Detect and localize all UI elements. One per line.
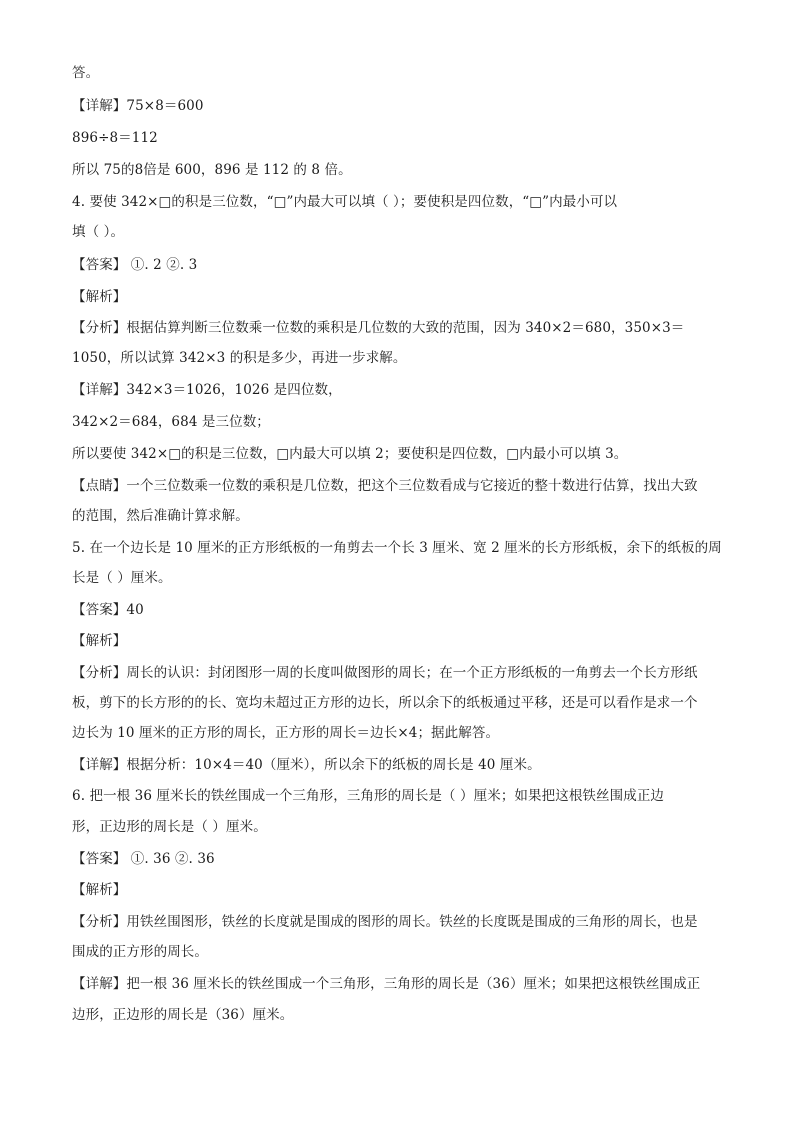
text-line: 所以 75的8倍是 600，896 是 112 的 8 倍。 — [72, 162, 352, 178]
analysis-heading: 【解析】 — [72, 882, 127, 898]
question-6-line-2: 形，正边形的周长是（ ）厘米。 — [72, 819, 267, 835]
text-line: 围成的正方形的周长。 — [72, 944, 208, 960]
question-4-line-2: 填（ ）。 — [72, 224, 125, 240]
analysis-heading: 【解析】 — [72, 289, 127, 305]
text-line: 【分析】根据估算判断三位数乘一位数的乘积是几位数的大致的范围，因为 340×2＝680，350×3＝ — [72, 320, 685, 336]
text-line: 的范围，然后准确计算求解。 — [72, 508, 249, 524]
text-line: 【详解】75×8＝600 — [72, 98, 204, 114]
text-line: 【详解】把一根 36 厘米长的铁丝围成一个三角形，三角形的周长是（36）厘米；如果把这根铁丝围成正 — [72, 976, 701, 992]
text-line: 答。 — [72, 65, 100, 81]
text-line: 所以要使 342×□的积是三位数，□内最大可以填 2；要使积是四位数，□内最小可以填 3。 — [72, 446, 628, 462]
answer-line: 【答案】 ①. 36 ②. 36 — [72, 851, 215, 867]
question-6-line-1: 6. 把一根 36 厘米长的铁丝围成一个三角形，三角形的周长是（ ）厘米；如果把这根铁丝围成正边 — [72, 788, 665, 804]
question-5-line-2: 长是（ ）厘米。 — [72, 570, 172, 586]
text-line: 【分析】周长的认识：封闭图形一周的长度叫做图形的周长；在一个正方形纸板的一角剪去一个长方形纸 — [72, 665, 698, 681]
question-4-line-1: 4. 要使 342×□的积是三位数，“□”内最大可以填（ ）；要使积是四位数，“□”内最小可以 — [72, 194, 618, 210]
analysis-heading: 【解析】 — [72, 633, 127, 649]
text-line: 【点睛】一个三位数乘一位数的乘积是几位数，把这个三位数看成与它接近的整十数进行估算，找出大致 — [72, 478, 698, 494]
question-5-line-1: 5. 在一个边长是 10 厘米的正方形纸板的一角剪去一个长 3 厘米、宽 2 厘米的长方形纸板，余下的纸板的周 — [72, 540, 722, 556]
text-line: 896÷8＝112 — [72, 130, 158, 146]
text-line: 1050，所以试算 342×3 的积是多少，再进一步求解。 — [72, 350, 407, 366]
text-line: 342×2＝684，684 是三位数； — [72, 414, 270, 430]
text-line: 板，剪下的长方形的的长、宽均未超过正方形的边长，所以余下的纸板通过平移，还是可以看作是求一个 — [72, 695, 698, 711]
answer-line: 【答案】40 — [72, 602, 144, 618]
text-line: 【分析】用铁丝围图形，铁丝的长度就是围成的图形的周长。铁丝的长度既是围成的三角形的周长，也是 — [72, 914, 698, 930]
text-line: 【详解】根据分析：10×4＝40（厘米），所以余下的纸板的周长是 40 厘米。 — [72, 757, 541, 773]
text-line: 边长为 10 厘米的正方形的周长，正方形的周长＝边长×4；据此解答。 — [72, 725, 500, 741]
text-line: 边形，正边形的周长是（36）厘米。 — [72, 1007, 294, 1023]
text-line: 【详解】342×3＝1026，1026 是四位数， — [72, 382, 342, 398]
answer-line: 【答案】 ①. 2 ②. 3 — [72, 257, 198, 273]
